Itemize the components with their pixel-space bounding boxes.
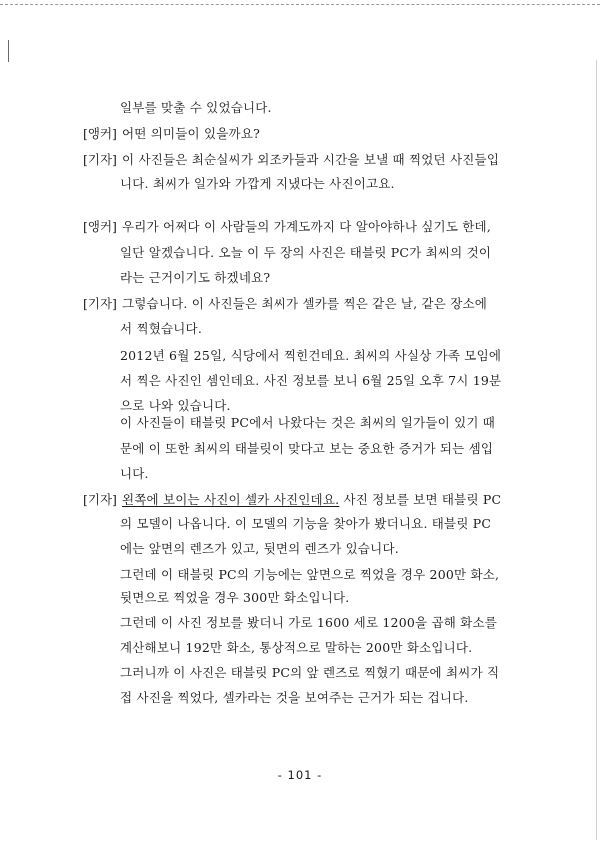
text-line: 계산해보니 192만 화소, 통상적으로 말하는 200만 화소입니다. (120, 640, 473, 655)
text-line: 그런데 이 태블릿 PC의 기능에는 앞면으로 찍었을 경우 200만 화소, (120, 567, 500, 582)
text-line: 일부를 맞출 수 있었습니다. (120, 100, 272, 115)
speaker-label-reporter: [기자] (83, 492, 117, 507)
text-line: 그러니까 이 사진은 태블릿 PC의 앞 렌즈로 찍혔기 때문에 최씨가 직 (120, 665, 500, 680)
text-line: 에는 앞면의 렌즈가 있고, 뒷면의 렌즈가 있습니다. (120, 541, 399, 556)
speaker-label-reporter: [기자] (83, 296, 117, 311)
text-line: 그런데 이 사진 정보를 봤더니 가로 1600 세로 1200을 곱해 화소를 (120, 615, 498, 630)
speaker-label-anchor: [앵커] (83, 219, 117, 234)
text-line: 니다. (120, 466, 149, 481)
scan-edge-left (8, 40, 9, 62)
text-line: 접 사진을 찍었다, 셀카라는 것을 보여주는 근거가 되는 겁니다. (120, 690, 469, 705)
speaker-label-anchor: [앵커] (83, 126, 117, 141)
text-line: 의 모델이 나옵니다. 이 모델의 기능을 찾아가 봤더니요. 태블릿 PC (120, 516, 492, 531)
text-line: 그렇습니다. 이 사진들은 최씨가 셀카를 찍은 같은 날, 같은 장소에 (122, 296, 488, 311)
text-line: 우리가 어쩌다 이 사람들의 가계도까지 다 알아야하나 싶기도 한데, (122, 219, 491, 234)
scan-edge-top (0, 4, 600, 5)
text-line: 서 찍혔습니다. (120, 321, 202, 336)
text-line: 서 찍은 사진인 셈인데요. 사진 정보를 보니 6월 25일 오후 7시 19분 (120, 373, 502, 388)
page-number: - 101 - (277, 768, 323, 782)
text-line: 니다. 최씨가 일가와 가깝게 지냈다는 사진이고요. (120, 176, 395, 191)
text-line-with-underline (122, 492, 501, 508)
text-line: 라는 근거이기도 하겠네요? (120, 270, 271, 285)
text-line: 으로 나와 있습니다. (120, 398, 231, 413)
text-line: 이 사진들은 최순실씨가 외조카들과 시간을 보낼 때 찍었던 사진들입 (122, 152, 500, 167)
text-line: 이 사진들이 태블릿 PC에서 나왔다는 것은 최씨의 일가들이 있기 때 (120, 415, 496, 430)
scan-edge-right (596, 60, 597, 840)
text-line: 뒷면으로 찍었을 경우 300만 화소입니다. (120, 590, 350, 605)
underlined-phrase: 왼쪽에 보이는 사진이 셀카 사진인데요. (122, 492, 340, 507)
text-line: 문에 이 또한 최씨의 태블릿이 맞다고 보는 중요한 증거가 되는 셈입 (120, 441, 494, 456)
text-line-continuation: 사진 정보를 보면 태블릿 PC (339, 492, 502, 507)
text-line: 어떤 의미들이 있을까요? (122, 126, 260, 141)
speaker-label-reporter: [기자] (83, 152, 117, 167)
text-line: 2012년 6월 25일, 식당에서 찍힌건데요. 최씨의 사실상 가족 모임에 (120, 348, 502, 363)
text-line: 일단 알겠습니다. 오늘 이 두 장의 사진은 태블릿 PC가 최씨의 것이 (120, 245, 492, 260)
